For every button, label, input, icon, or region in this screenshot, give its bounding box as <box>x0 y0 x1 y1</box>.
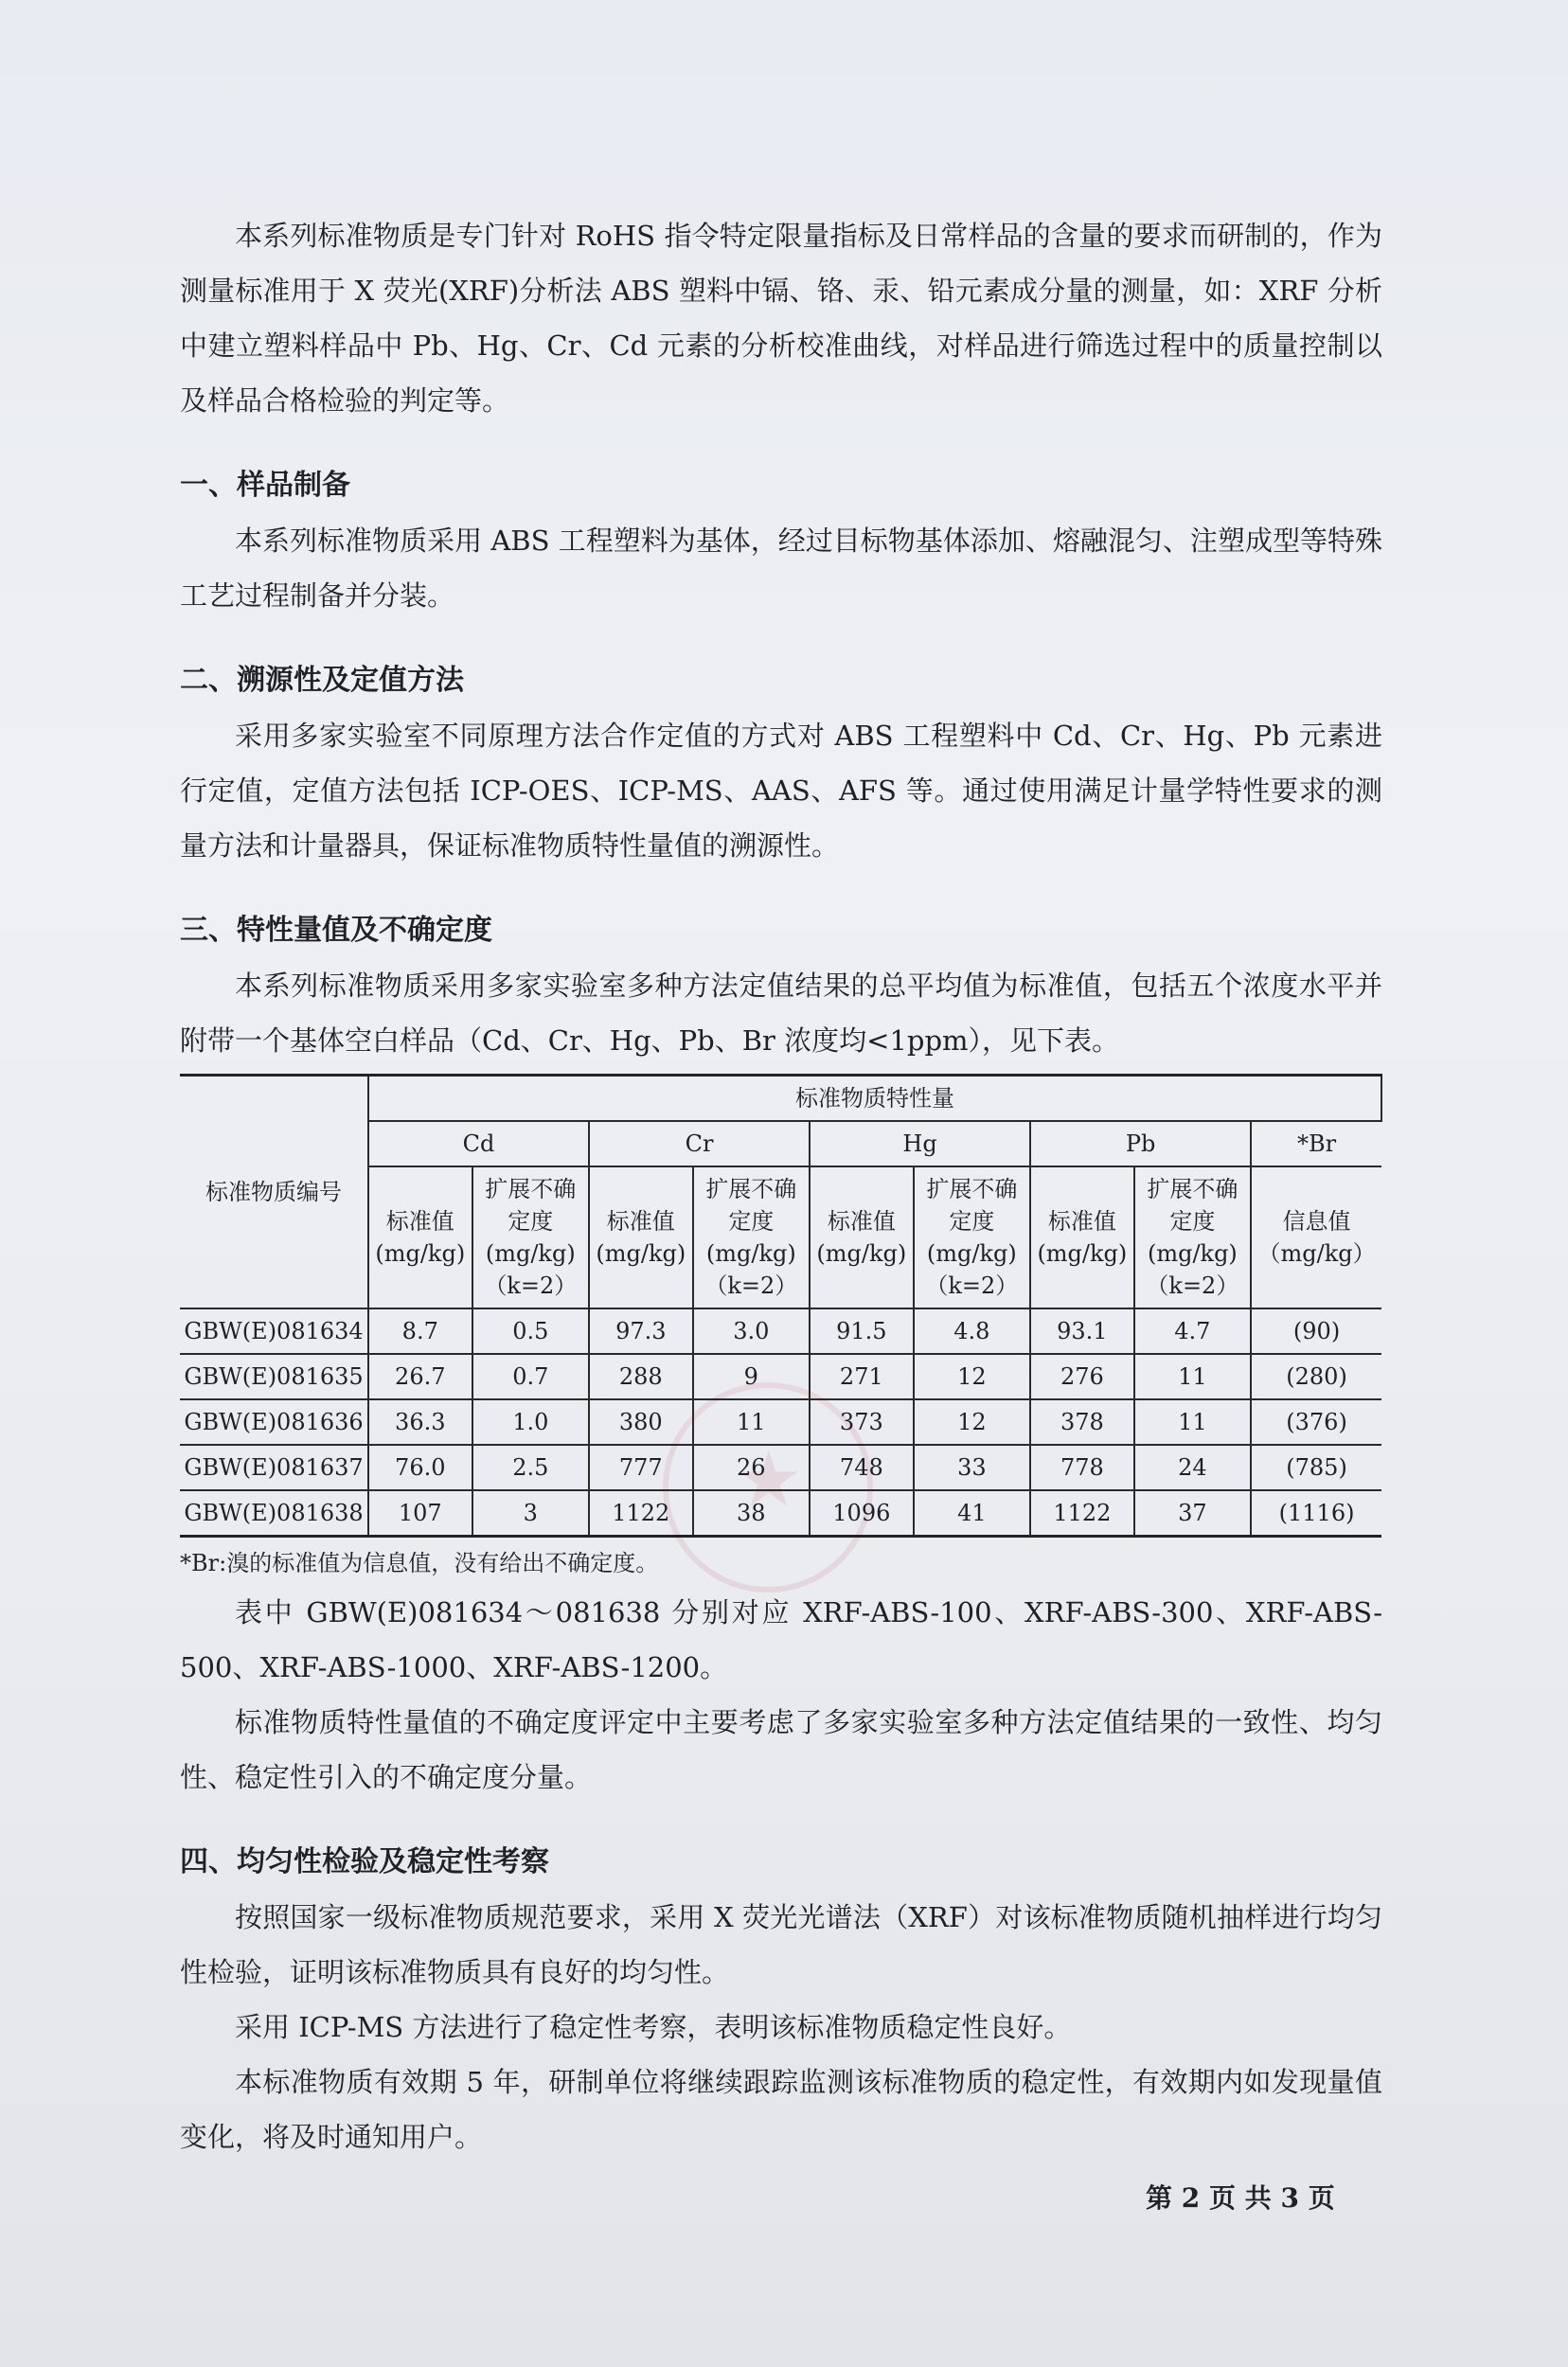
mapping-paragraph: 表中 GBW(E)081634～081638 分别对应 XRF-ABS-100、XRF-ABS-300、XRF-ABS-500、XRF-ABS-1000、XRF-ABS-1200。 <box>180 1596 1382 1683</box>
element-header-cr: Cr <box>589 1121 810 1166</box>
table-cell: 4.8 <box>914 1308 1031 1354</box>
section-2-heading: 二、溯源性及定值方法 <box>180 664 464 697</box>
table-cell: 1096 <box>810 1490 914 1537</box>
table-cell: GBW(E)081634 <box>180 1308 368 1354</box>
table-cell: 38 <box>693 1490 811 1537</box>
table-row <box>180 1308 1381 1354</box>
section-1-heading: 一、样品制备 <box>180 469 350 502</box>
uncertainty-paragraph: 标准物质特性量值的不确定度评定中主要考虑了多家实验室多种方法定值结果的一致性、均匀性、稳定性引入的不确定度分量。 <box>180 1706 1382 1793</box>
table-cell: GBW(E)081636 <box>180 1399 368 1445</box>
table-cell: (785) <box>1251 1445 1381 1490</box>
std-value-header: 标准值(mg/kg) <box>810 1166 914 1308</box>
table-cell: 288 <box>589 1354 693 1399</box>
table-cell: 93.1 <box>1030 1308 1134 1354</box>
characteristic-group-header: 标准物质特性量 <box>368 1076 1381 1122</box>
table-cell: 777 <box>589 1445 693 1490</box>
table-cell: (90) <box>1251 1308 1381 1354</box>
table-cell: (280) <box>1251 1354 1381 1399</box>
std-value-header: 标准值(mg/kg) <box>589 1166 693 1308</box>
uncertainty-header: 扩展不确定度(mg/kg)（k=2） <box>693 1166 811 1308</box>
table-cell: 97.3 <box>589 1308 693 1354</box>
table-row <box>180 1490 1381 1537</box>
table-cell: GBW(E)081637 <box>180 1445 368 1490</box>
table-cell: 748 <box>810 1445 914 1490</box>
table-cell: 0.7 <box>472 1354 590 1399</box>
table-cell: 373 <box>810 1399 914 1445</box>
table-cell: 11 <box>693 1399 811 1445</box>
info-value-header: 信息值（mg/kg） <box>1251 1166 1381 1308</box>
table-cell: 11 <box>1134 1354 1252 1399</box>
table-row <box>180 1445 1381 1490</box>
table-cell: 24 <box>1134 1445 1252 1490</box>
section-1-body: 本系列标准物质采用 ABS 工程塑料为基体，经过目标物基体添加、熔融混匀、注塑成型等特殊工艺过程制备并分装。 <box>180 525 1382 612</box>
element-header-pb: Pb <box>1030 1121 1251 1166</box>
table-cell: 9 <box>693 1354 811 1399</box>
section-4-paragraph-2: 采用 ICP-MS 方法进行了稳定性考察，表明该标准物质稳定性良好。 <box>235 2011 1072 2043</box>
table-row <box>180 1399 1381 1445</box>
section-3-heading: 三、特性量值及不确定度 <box>180 914 492 947</box>
table-cell: (1116) <box>1251 1490 1381 1537</box>
table-cell: 3.0 <box>693 1308 811 1354</box>
table-cell: 26.7 <box>368 1354 472 1399</box>
section-4-paragraph-1: 按照国家一级标准物质规范要求，采用 X 荧光光谱法（XRF）对该标准物质随机抽样进行均匀性检验，证明该标准物质具有良好的均匀性。 <box>180 1901 1382 1988</box>
table-cell: 2.5 <box>472 1445 590 1490</box>
table-cell: (376) <box>1251 1399 1381 1445</box>
table-cell: GBW(E)081638 <box>180 1490 368 1537</box>
table-cell: 778 <box>1030 1445 1134 1490</box>
characteristic-values-table <box>180 1074 1382 1538</box>
table-cell: 8.7 <box>368 1308 472 1354</box>
table-cell: 33 <box>914 1445 1031 1490</box>
table-cell: 37 <box>1134 1490 1252 1537</box>
table-note: *Br:溴的标准值为信息值，没有给出不确定度。 <box>180 1550 659 1576</box>
table-cell: 41 <box>914 1490 1031 1537</box>
uncertainty-header: 扩展不确定度(mg/kg)（k=2） <box>914 1166 1031 1308</box>
std-value-header: 标准值(mg/kg) <box>1030 1166 1134 1308</box>
table-cell: 12 <box>914 1399 1031 1445</box>
table-cell: 12 <box>914 1354 1031 1399</box>
table-cell: 91.5 <box>810 1308 914 1354</box>
id-column-header: 标准物质编号 <box>180 1076 368 1309</box>
element-header-br: *Br <box>1251 1121 1381 1166</box>
std-value-header: 标准值(mg/kg) <box>368 1166 472 1308</box>
table-cell: 0.5 <box>472 1308 590 1354</box>
table-cell: 26 <box>693 1445 811 1490</box>
table-cell: 4.7 <box>1134 1308 1252 1354</box>
table-cell: GBW(E)081635 <box>180 1354 368 1399</box>
element-header-cd: Cd <box>368 1121 589 1166</box>
table-cell: 76.0 <box>368 1445 472 1490</box>
section-2-body: 采用多家实验室不同原理方法合作定值的方式对 ABS 工程塑料中 Cd、Cr、Hg、Pb 元素进行定值，定值方法包括 ICP-OES、ICP-MS、AAS、AFS 等。通过使用满足计量学特性要求的测量方法和计量器具，保证标准物质特性量值的溯源性。 <box>180 720 1382 862</box>
table-cell: 107 <box>368 1490 472 1537</box>
section-4-paragraph-3: 本标准物质有效期 5 年，研制单位将继续跟踪监测该标准物质的稳定性，有效期内如发现量值变化，将及时通知用户。 <box>180 2066 1382 2153</box>
table-cell: 11 <box>1134 1399 1252 1445</box>
table-cell: 276 <box>1030 1354 1134 1399</box>
section-3-body: 本系列标准物质采用多家实验室多种方法定值结果的总平均值为标准值，包括五个浓度水平并附带一个基体空白样品（Cd、Cr、Hg、Pb、Br 浓度均<1ppm），见下表。 <box>180 970 1382 1057</box>
intro-paragraph: 本系列标准物质是专门针对 RoHS 指令特定限量指标及日常样品的含量的要求而研制的，作为测量标准用于 X 荧光(XRF)分析法 ABS 塑料中镉、铬、汞、铅元素成分量的测量，如：XRF 分析中建立塑料样品中 Pb、Hg、Cr、Cd 元素的分析校准曲线，对样品进行筛选过程中的质量控制以及样品合格检验的判定等。 <box>180 220 1382 417</box>
table-cell: 271 <box>810 1354 914 1399</box>
table-cell: 3 <box>472 1490 590 1537</box>
table-cell: 1.0 <box>472 1399 590 1445</box>
table-cell: 1122 <box>589 1490 693 1537</box>
page-number-footer: 第 2 页 共 3 页 <box>1146 2182 1335 2214</box>
table-cell: 378 <box>1030 1399 1134 1445</box>
table-cell: 380 <box>589 1399 693 1445</box>
element-header-hg: Hg <box>810 1121 1030 1166</box>
table-row <box>180 1354 1381 1399</box>
document-body <box>180 208 1382 2164</box>
uncertainty-header: 扩展不确定度(mg/kg)（k=2） <box>1134 1166 1252 1308</box>
table-cell: 1122 <box>1030 1490 1134 1537</box>
section-4-heading: 四、均匀性检验及稳定性考察 <box>180 1845 549 1878</box>
table-cell: 36.3 <box>368 1399 472 1445</box>
uncertainty-header: 扩展不确定度(mg/kg)（k=2） <box>472 1166 590 1308</box>
